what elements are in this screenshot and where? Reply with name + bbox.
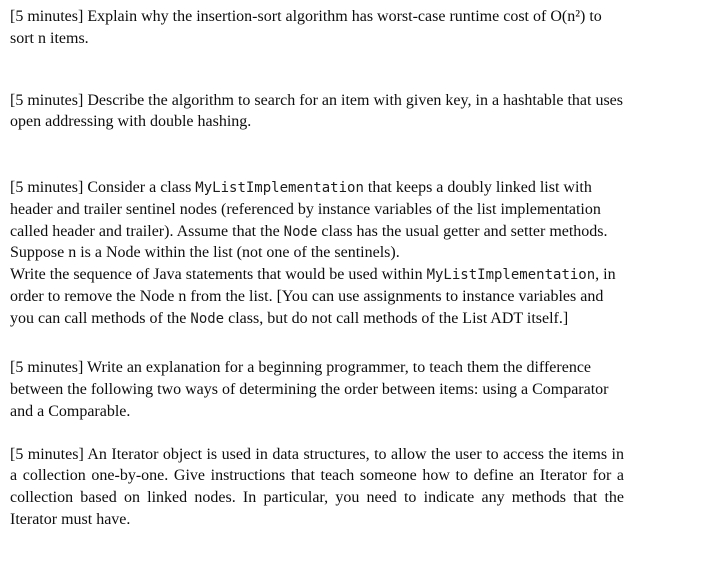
text-run: [5 minutes] Describe the algorithm to search for an item with given key, in a hashtable that uses open addressing with double hashing.	[10, 91, 624, 131]
text-run: class, but do not call methods of the List ADT itself.]	[224, 309, 569, 327]
text-run: Write the sequence of Java statements that would be used within	[10, 266, 427, 283]
code-run-node: Node	[190, 310, 225, 327]
question-hashtable-search	[10, 90, 624, 134]
code-run-node: Node	[283, 223, 318, 240]
text-run: that keeps a doubly linked list with header and trailer sentinel nodes (referenced by instance variables of the list implementation called header and trailer). Assume that the	[10, 179, 601, 240]
text-run: , in order to remove the Node n from the list. [You can use assignments to instance variables and you can call methods of the	[10, 266, 616, 327]
code-run-mylistimplementation: MyListImplementation	[195, 180, 364, 196]
question-linked-list-intro	[10, 177, 624, 264]
question-insertion-sort	[10, 6, 624, 50]
text-run: [5 minutes] An Iterator object is used in data structures, to allow the user to access the items in a collection one-by-one. Give instructions that teach someone how to define an Iterator for a collection based on linked nodes. In particular, you need to indicate any methods that the Iterator must have.	[10, 445, 624, 528]
code-run-mylistimplementation: MyListImplementation	[426, 267, 596, 283]
text-run: [5 minutes] Write an explanation for a beginning programmer, to teach them the difference between the following two ways of determining the order between items: using a Comparator and a Comparable.	[10, 359, 609, 420]
text-run: class has the usual getter and setter methods. Suppose n is a Node within the list (not one of the sentinels).	[10, 222, 608, 262]
text-run: [5 minutes] Explain why the insertion-sort algorithm has worst-case runtime cost of O(n²) to sort n items.	[10, 8, 602, 47]
question-iterator	[10, 444, 624, 531]
question-linked-list-task	[10, 264, 624, 329]
question-comparator-comparable	[10, 357, 624, 422]
text-run: [5 minutes] Consider a class	[10, 179, 196, 196]
